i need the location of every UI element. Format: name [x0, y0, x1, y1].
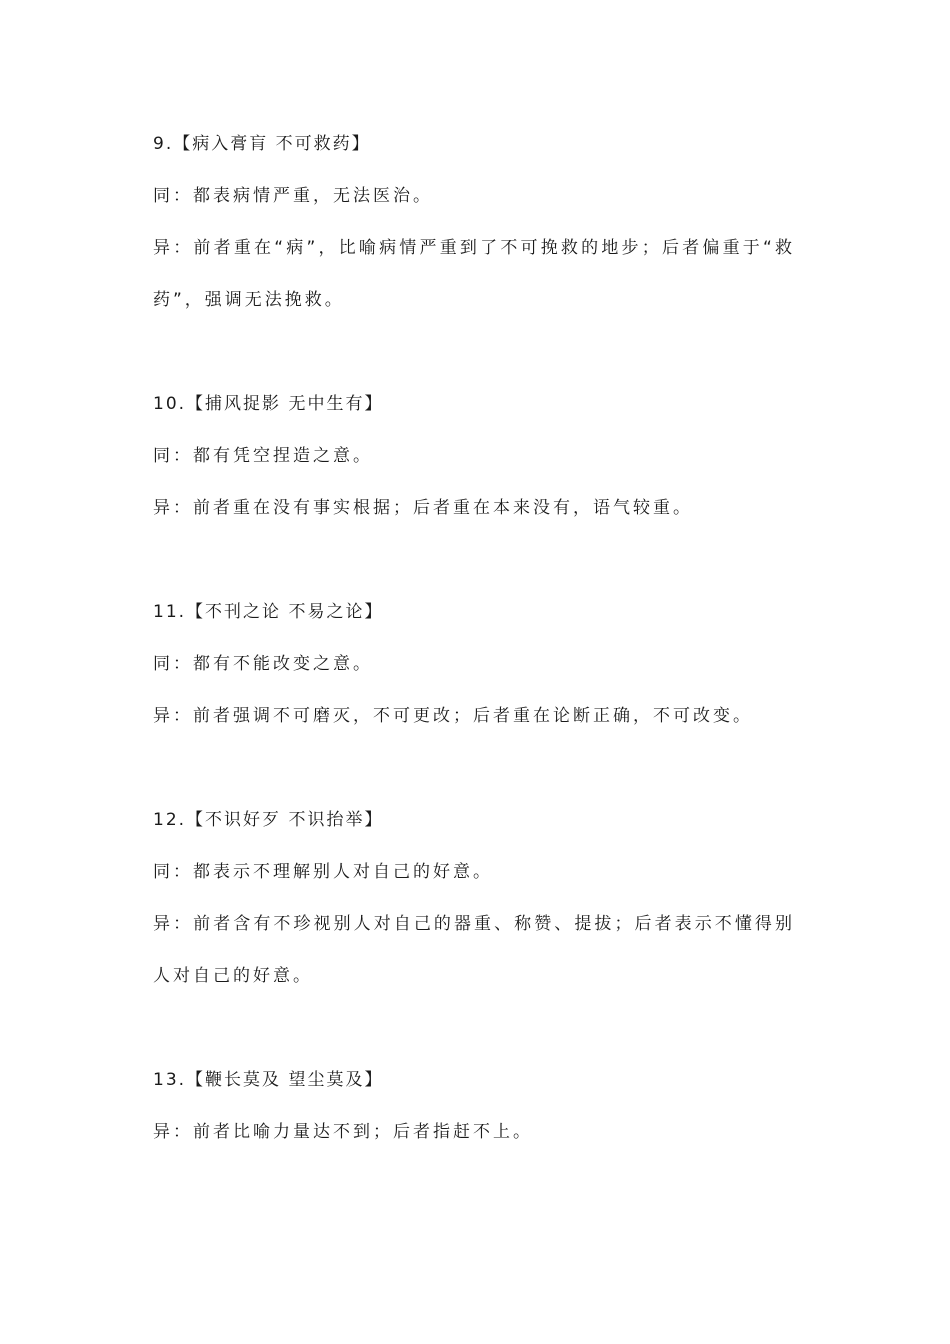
- entry-difference: 异：前者含有不珍视别人对自己的器重、称赞、提拔；后者表示不懂得别人对自己的好意。: [153, 914, 795, 986]
- entry-similarity: 同：都表示不理解别人对自己的好意。: [153, 862, 493, 882]
- entry-difference: 异：前者比喻力量达不到；后者指赶不上。: [153, 1122, 533, 1142]
- idiom-entry-12: [153, 794, 795, 1002]
- entry-heading: 13.【鞭长莫及 望尘莫及】: [153, 1070, 384, 1090]
- entry-similarity: 同：都有不能改变之意。: [153, 654, 373, 674]
- entry-heading: 12.【不识好歹 不识抬举】: [153, 810, 384, 830]
- idiom-entry-13: [153, 1054, 795, 1158]
- document-content: [153, 118, 795, 1210]
- entry-heading: 10.【捕风捉影 无中生有】: [153, 394, 384, 414]
- entry-heading: 11.【不刊之论 不易之论】: [153, 602, 384, 622]
- entry-heading: 9.【病入膏肓 不可救药】: [153, 134, 371, 154]
- entry-difference: 异：前者重在“病”，比喻病情严重到了不可挽救的地步；后者偏重于“救药”，强调无法挽救。: [153, 238, 795, 310]
- idiom-entry-9: [153, 118, 795, 326]
- entry-difference: 异：前者重在没有事实根据；后者重在本来没有，语气较重。: [153, 498, 693, 518]
- entry-similarity: 同：都表病情严重，无法医治。: [153, 186, 433, 206]
- entry-similarity: 同：都有凭空捏造之意。: [153, 446, 373, 466]
- idiom-entry-10: [153, 378, 795, 534]
- entry-difference: 异：前者强调不可磨灭，不可更改；后者重在论断正确，不可改变。: [153, 706, 753, 726]
- idiom-entry-11: [153, 586, 795, 742]
